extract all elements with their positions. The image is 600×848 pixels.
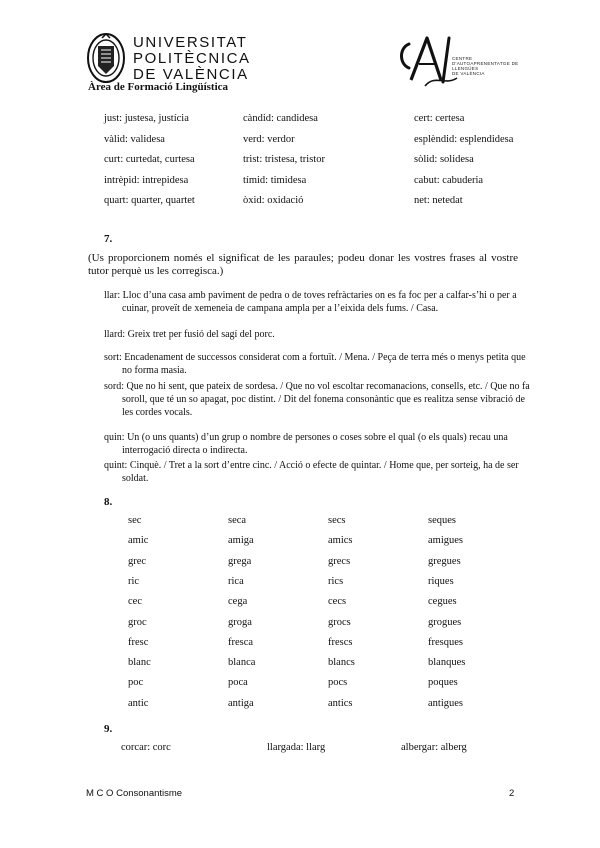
word-form-cell: antic bbox=[128, 697, 149, 709]
word-form-cell: poc bbox=[128, 677, 144, 689]
section-9-item: albergar: alberg bbox=[401, 742, 467, 753]
definition-word: quint: bbox=[104, 460, 128, 471]
word-form-cell: fresques bbox=[428, 636, 463, 648]
word-pair-cell: just: justesa, justícia bbox=[104, 113, 189, 124]
word-pair-cell: verd: verdor bbox=[243, 133, 295, 145]
university-name-line3: DE VALÈNCIA bbox=[133, 66, 249, 83]
word-pair-cell: òxid: oxidació bbox=[243, 195, 304, 206]
department-title: Àrea de Formació Lingüística bbox=[88, 81, 229, 93]
word-form-cell: blanc bbox=[128, 657, 151, 669]
word-form-cell: seca bbox=[228, 515, 247, 526]
word-form-cell: pocs bbox=[328, 677, 348, 689]
definition-word: llar: bbox=[104, 290, 121, 301]
word-form-cell: amigues bbox=[428, 535, 463, 547]
word-form-cell: cecs bbox=[328, 596, 347, 608]
word-pair-cell: tímid: timidesa bbox=[243, 174, 307, 186]
word-form-cell: cega bbox=[228, 596, 248, 608]
word-form-cell: groc bbox=[128, 616, 147, 628]
word-form-cell: antigues bbox=[428, 697, 463, 709]
word-pair-cell: intrèpid: intrepidesa bbox=[104, 174, 189, 186]
cal-caption-line4: DE VALÈNCIA bbox=[452, 71, 485, 76]
section-8-number: 8. bbox=[104, 496, 113, 508]
section-7-intro: (Us proporcionem només el significat de les paraules; podeu donar les vostres frases al vostre tutor perquè us les corregisca.) bbox=[88, 252, 518, 277]
word-form-cell: cegues bbox=[428, 596, 457, 608]
word-form-cell: blancs bbox=[328, 657, 355, 669]
word-pair-cell: trist: tristesa, tristor bbox=[243, 154, 325, 165]
word-form-cell: groga bbox=[228, 616, 252, 628]
definition-entry bbox=[104, 459, 536, 485]
definition-entry bbox=[104, 289, 536, 315]
word-form-cell: rics bbox=[328, 575, 344, 587]
footer-title: M C O Consonantisme bbox=[86, 788, 183, 799]
word-form-cell: rica bbox=[228, 575, 244, 587]
word-pair-cell: net: netedat bbox=[414, 195, 463, 206]
word-form-cell: frescs bbox=[328, 636, 353, 648]
word-form-cell: fresc bbox=[128, 636, 149, 648]
cal-caption-line3: LLENGÜES bbox=[452, 66, 479, 71]
section-7-number: 7. bbox=[104, 233, 113, 245]
word-pair-cell: esplèndid: esplendidesa bbox=[414, 133, 514, 145]
word-form-cell: gregues bbox=[428, 555, 461, 567]
word-pair-cell: sòlid: solidesa bbox=[414, 154, 474, 165]
definition-text: Greix tret per fusió del sagí del porc. bbox=[127, 329, 275, 340]
word-pair-cell: càndid: candidesa bbox=[243, 113, 318, 124]
cal-caption-line2: D'AUTOAPRENENTATGE DE bbox=[452, 61, 519, 66]
university-name-line1: UNIVERSITAT bbox=[133, 34, 248, 51]
word-form-cell: fresca bbox=[228, 636, 254, 648]
word-form-cell: grecs bbox=[328, 555, 351, 567]
word-pair-cell: quart: quarter, quartet bbox=[104, 195, 195, 206]
page-number: 2 bbox=[509, 788, 515, 799]
definition-word: quin: bbox=[104, 432, 125, 443]
word-pair-cell: cabut: cabuderia bbox=[414, 174, 484, 186]
word-pair-cell: vàlid: validesa bbox=[104, 133, 165, 145]
word-form-cell: secs bbox=[328, 515, 346, 526]
word-form-cell: grocs bbox=[328, 616, 351, 628]
word-form-cell: riques bbox=[428, 575, 454, 587]
word-form-cell: poca bbox=[228, 677, 248, 689]
word-form-cell: sec bbox=[128, 515, 142, 526]
word-form-cell: antics bbox=[328, 697, 353, 709]
definition-text: Lloc d’una casa amb paviment de pedra o de toves refràctaries on es fa foc per a calfar-s’hi o per a cuinar, proveït de xemeneia de campana ampla per a l’eixida dels fums. / Casa. bbox=[122, 290, 517, 314]
section-9-item: corcar: corc bbox=[121, 742, 171, 753]
university-name-line2: POLITÈCNICA bbox=[133, 50, 251, 67]
word-form-cell: ric bbox=[128, 575, 140, 587]
definition-entry bbox=[104, 328, 536, 341]
word-form-cell: seques bbox=[428, 515, 456, 526]
definition-text: Que no hi sent, que pateix de sordesa. / Que no vol escoltar recomanacions, consells, etc. / Que no fa soroll, que té un so apagat, poc distint. / Dit del fonema consonàntic que es realitza sense vibració de les cordes vocals. bbox=[122, 381, 530, 418]
definition-text: Un (o uns quants) d’un grup o nombre de persones o coses sobre el qual (o els quals) recau una interrogació directa o indirecta. bbox=[122, 432, 508, 456]
word-pair-cell: curt: curtedat, curtesa bbox=[104, 154, 195, 165]
word-form-cell: grogues bbox=[428, 616, 462, 628]
definition-text: Encadenament de successos considerat com a fortuït. / Mena. / Peça de terra més o menys petita que no forma masia. bbox=[122, 352, 526, 376]
word-form-cell: amic bbox=[128, 535, 149, 547]
word-form-cell: grec bbox=[128, 555, 147, 567]
word-form-cell: blanques bbox=[428, 657, 466, 669]
cal-logo-caption bbox=[452, 56, 518, 76]
word-pair-cell: cert: certesa bbox=[414, 113, 465, 124]
word-form-cell: amiga bbox=[228, 535, 254, 547]
section-9-item: llargada: llarg bbox=[267, 742, 326, 753]
university-seal-logo bbox=[86, 32, 126, 84]
cal-caption-line1: CENTRE bbox=[452, 56, 473, 61]
definition-word: sort: bbox=[104, 352, 122, 363]
definition-entry bbox=[104, 351, 536, 377]
definition-text: Cinquè. / Tret a la sort d’entre cinc. / Acció o efecte de quintar. / Home que, per sorteig, ha de ser soldat. bbox=[122, 460, 519, 484]
definition-word: llard: bbox=[104, 329, 126, 340]
word-form-cell: poques bbox=[428, 677, 458, 689]
word-form-cell: cec bbox=[128, 596, 142, 608]
word-form-cell: amics bbox=[328, 535, 353, 547]
definition-entry bbox=[104, 380, 536, 419]
word-form-cell: grega bbox=[228, 555, 252, 567]
definition-word: sord: bbox=[104, 381, 124, 392]
section-9-number: 9. bbox=[104, 723, 113, 735]
definition-entry bbox=[104, 431, 536, 457]
word-form-cell: antiga bbox=[228, 697, 254, 709]
word-form-cell: blanca bbox=[228, 657, 256, 669]
